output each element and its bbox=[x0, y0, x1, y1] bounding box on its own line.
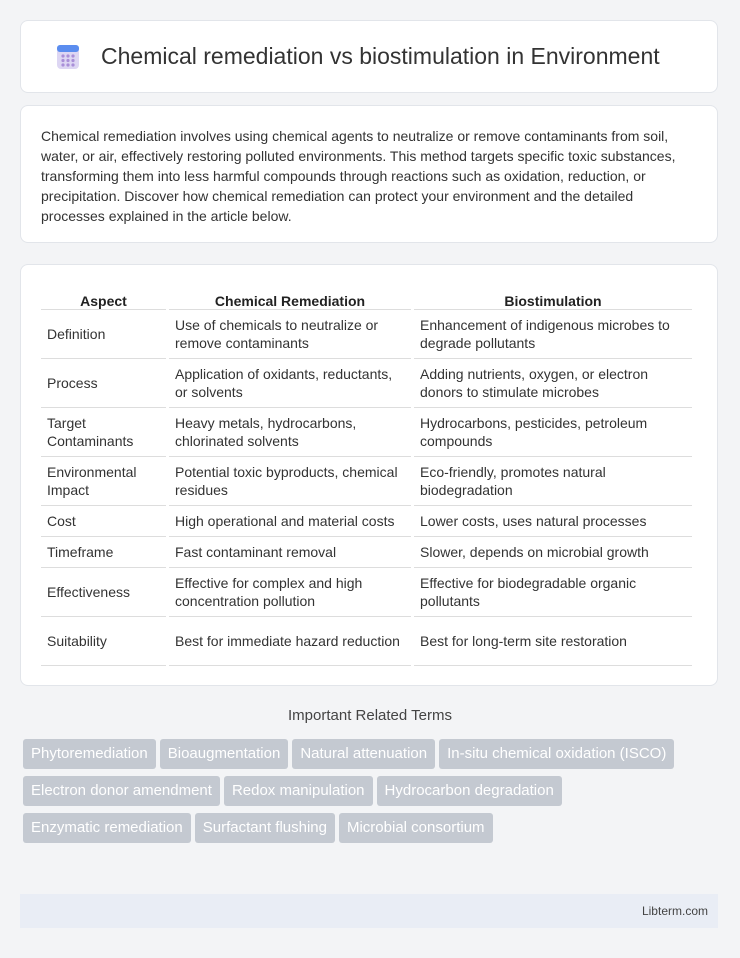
cell-aspect: Process bbox=[41, 359, 166, 408]
footer-site[interactable]: Libterm.com bbox=[641, 904, 708, 918]
cell-aspect: Effectiveness bbox=[41, 568, 166, 617]
cell-aspect: Suitability bbox=[41, 617, 166, 666]
comparison-table bbox=[38, 287, 695, 666]
page-header bbox=[20, 20, 718, 93]
cell-chemical-remediation: High operational and material costs bbox=[169, 506, 411, 537]
cell-biostimulation: Lower costs, uses natural processes bbox=[414, 506, 692, 537]
related-term-tag[interactable]: Electron donor amendment bbox=[23, 776, 220, 806]
header-aspect: Aspect bbox=[41, 287, 166, 310]
cell-aspect: Timeframe bbox=[41, 537, 166, 568]
cell-chemical-remediation: Effective for complex and high concentration pollution bbox=[169, 568, 411, 617]
related-terms-list bbox=[23, 739, 723, 850]
cell-biostimulation: Slower, depends on microbial growth bbox=[414, 537, 692, 568]
cell-chemical-remediation: Heavy metals, hydrocarbons, chlorinated solvents bbox=[169, 408, 411, 457]
cell-aspect: Environmental Impact bbox=[41, 457, 166, 506]
intro-text: Chemical remediation involves using chemical agents to neutralize or remove contaminants from soil, water, or air, effectively restoring polluted environments. This method targets specific toxic substances, transforming them into less harmful compounds through reactions such as oxidation, reduction, or precipitation. Discover how chemical remediation can protect your environment and the detailed processes explained in the article below. bbox=[41, 128, 676, 224]
cell-biostimulation: Hydrocarbons, pesticides, petroleum compounds bbox=[414, 408, 692, 457]
related-term-tag[interactable]: Natural attenuation bbox=[292, 739, 435, 769]
related-term-tag[interactable]: In-situ chemical oxidation (ISCO) bbox=[439, 739, 674, 769]
related-term-tag[interactable]: Phytoremediation bbox=[23, 739, 156, 769]
table-row bbox=[41, 408, 692, 457]
cell-chemical-remediation: Fast contaminant removal bbox=[169, 537, 411, 568]
table-row bbox=[41, 506, 692, 537]
cell-biostimulation: Adding nutrients, oxygen, or electron donors to stimulate microbes bbox=[414, 359, 692, 408]
related-term-tag[interactable]: Microbial consortium bbox=[339, 813, 493, 843]
related-term-tag[interactable]: Surfactant flushing bbox=[195, 813, 335, 843]
header-chemical-remediation: Chemical Remediation bbox=[169, 287, 411, 310]
cell-aspect: Cost bbox=[41, 506, 166, 537]
cell-biostimulation: Effective for biodegradable organic pollutants bbox=[414, 568, 692, 617]
cell-chemical-remediation: Use of chemicals to neutralize or remove contaminants bbox=[169, 310, 411, 359]
table-row bbox=[41, 310, 692, 359]
table-row bbox=[41, 568, 692, 617]
cell-aspect: Target Contaminants bbox=[41, 408, 166, 457]
related-term-tag[interactable]: Hydrocarbon degradation bbox=[377, 776, 562, 806]
cell-biostimulation: Enhancement of indigenous microbes to degrade pollutants bbox=[414, 310, 692, 359]
related-terms-title: Important Related Terms bbox=[288, 707, 452, 724]
table-row bbox=[41, 359, 692, 408]
cell-biostimulation: Eco-friendly, promotes natural biodegradation bbox=[414, 457, 692, 506]
cell-chemical-remediation: Potential toxic byproducts, chemical residues bbox=[169, 457, 411, 506]
table-row bbox=[41, 617, 692, 666]
comparison-card bbox=[20, 264, 718, 686]
page-title: Chemical remediation vs biostimulation in Environment bbox=[101, 43, 660, 69]
calculator-icon bbox=[55, 44, 81, 70]
cell-chemical-remediation: Best for immediate hazard reduction bbox=[169, 617, 411, 666]
table-row bbox=[41, 537, 692, 568]
intro-card bbox=[20, 105, 718, 243]
header-biostimulation: Biostimulation bbox=[414, 287, 692, 310]
cell-aspect: Definition bbox=[41, 310, 166, 359]
table-header-row bbox=[41, 287, 692, 310]
table-row bbox=[41, 457, 692, 506]
cell-biostimulation: Best for long-term site restoration bbox=[414, 617, 692, 666]
cell-chemical-remediation: Application of oxidants, reductants, or solvents bbox=[169, 359, 411, 408]
footer bbox=[20, 894, 718, 928]
related-term-tag[interactable]: Bioaugmentation bbox=[160, 739, 289, 769]
related-term-tag[interactable]: Redox manipulation bbox=[224, 776, 373, 806]
related-term-tag[interactable]: Enzymatic remediation bbox=[23, 813, 191, 843]
